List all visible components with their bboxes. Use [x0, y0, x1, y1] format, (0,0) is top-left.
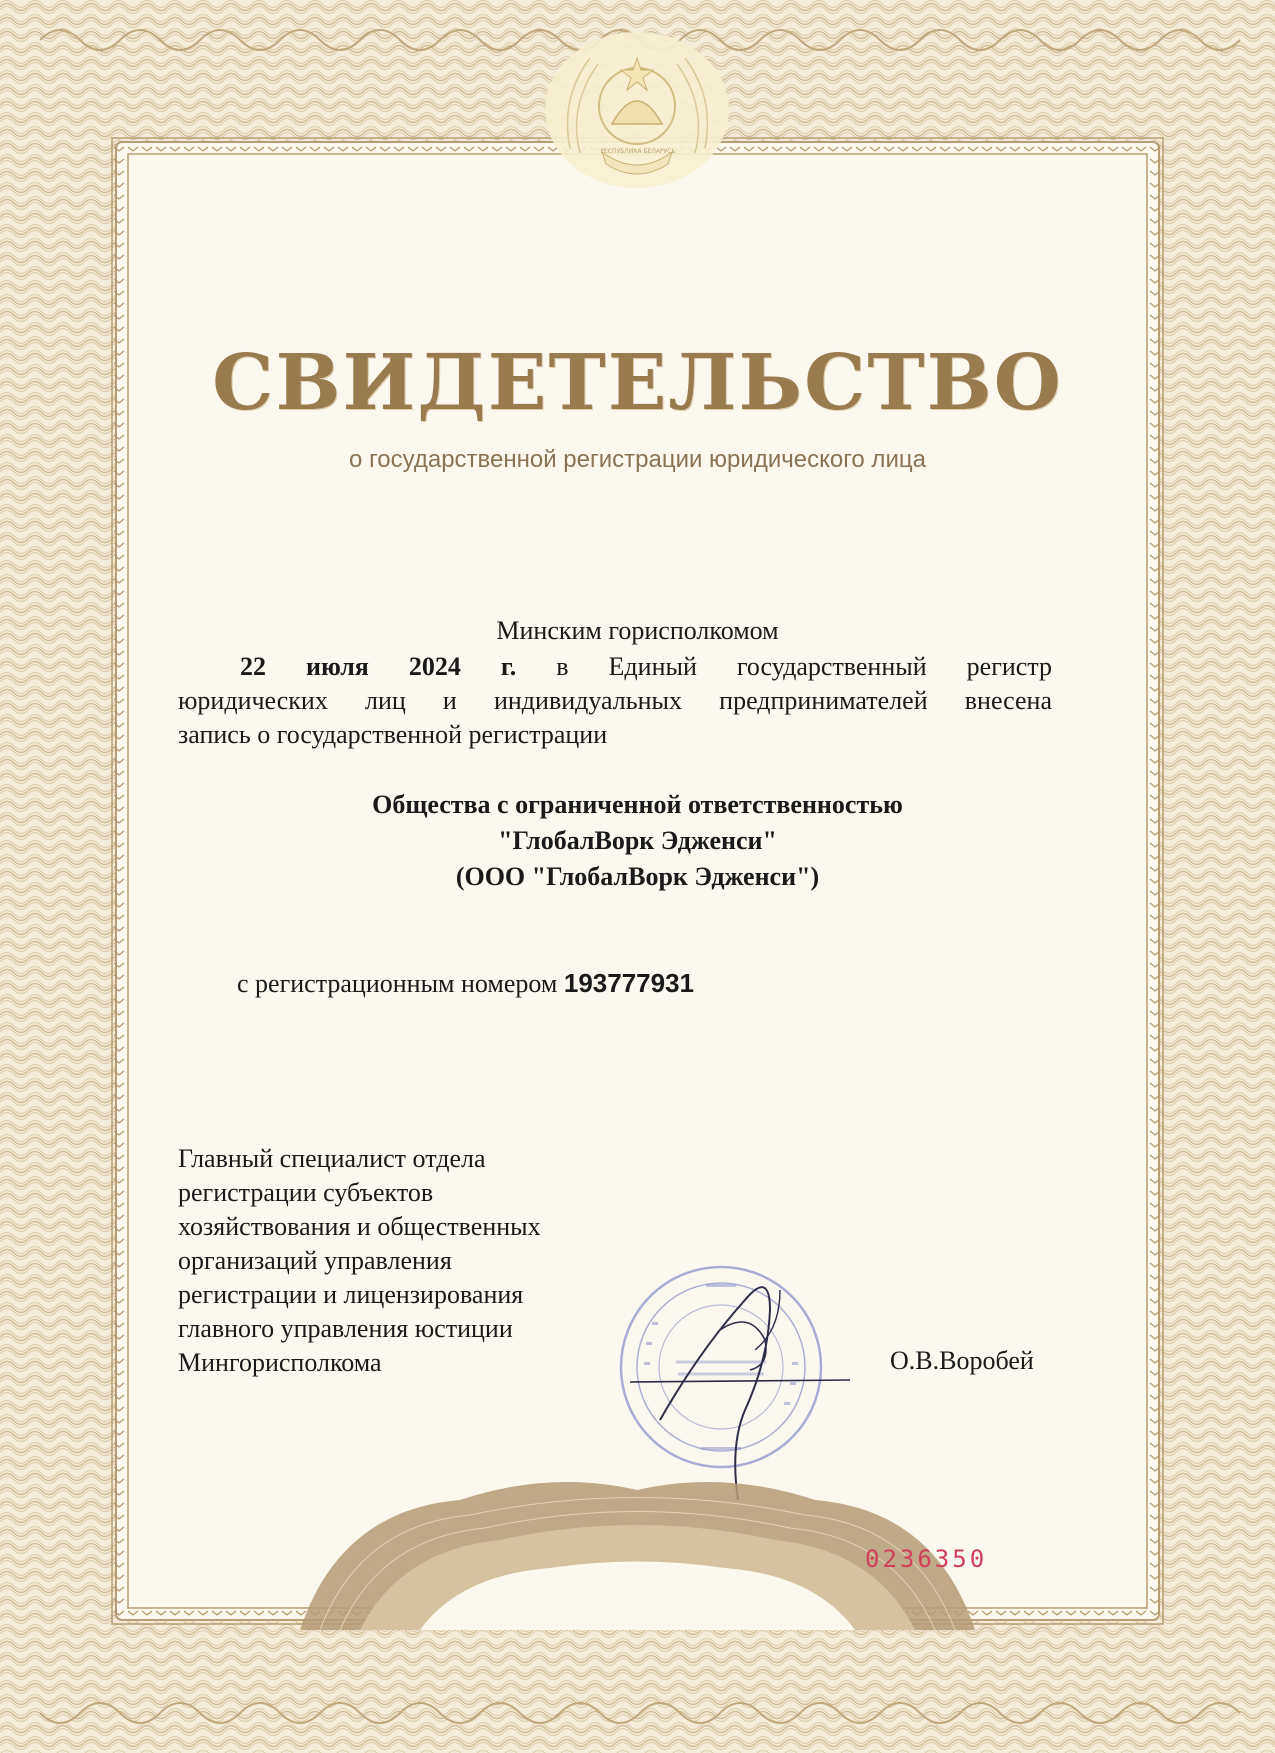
- registering-authority: Минским горисполкомом: [496, 616, 779, 645]
- certificate-title: СВИДЕТЕЛЬСТВО: [212, 338, 1063, 428]
- emblem-caption: РЕСПУБЛИКА БЕЛАРУСЬ: [600, 148, 676, 155]
- certificate-subtitle: о государственной регистрации юридического лица: [349, 446, 926, 473]
- signer-position-line: главного управления юстиции: [178, 1314, 513, 1343]
- registration-number-line: [237, 968, 694, 999]
- signer-position-line: регистрации и лицензирования: [178, 1280, 524, 1309]
- registration-statement: [178, 650, 1052, 752]
- statement-line-1-rest: в Единый государственный регистр: [556, 652, 1052, 681]
- registration-number: 193777931: [563, 968, 695, 998]
- serial-number: 0236350: [865, 1545, 988, 1573]
- signer-position-line: Мингорисполкома: [178, 1348, 382, 1377]
- state-emblem-icon: [540, 28, 735, 193]
- signer-position-line: регистрации субъектов: [178, 1178, 434, 1207]
- signer-position-line: Главный специалист отдела: [178, 1144, 486, 1173]
- statement-line-2: юридических лиц и индивидуальных предпринимателей внесена: [178, 686, 1052, 715]
- signer-name: О.В.Воробей: [890, 1346, 1034, 1375]
- statement-line-3: запись о государственной регистрации: [178, 720, 608, 749]
- signer-position: [178, 1142, 541, 1380]
- organization-short-name: (ООО "ГлобалВорк Эдженси"): [455, 862, 820, 891]
- statement-line-1: [178, 650, 1052, 684]
- signer-position-line: хозяйствования и общественных: [178, 1212, 541, 1241]
- organization-full-name: Общества с ограниченной ответственностью: [372, 790, 903, 819]
- signer-position-line: организаций управления: [178, 1246, 452, 1275]
- organization-name: "ГлобалВорк Эдженси": [498, 826, 777, 855]
- registration-number-label: с регистрационным номером: [237, 969, 558, 998]
- handwritten-signature: [620, 1270, 860, 1510]
- registration-date: 22 июля 2024 г.: [240, 652, 517, 681]
